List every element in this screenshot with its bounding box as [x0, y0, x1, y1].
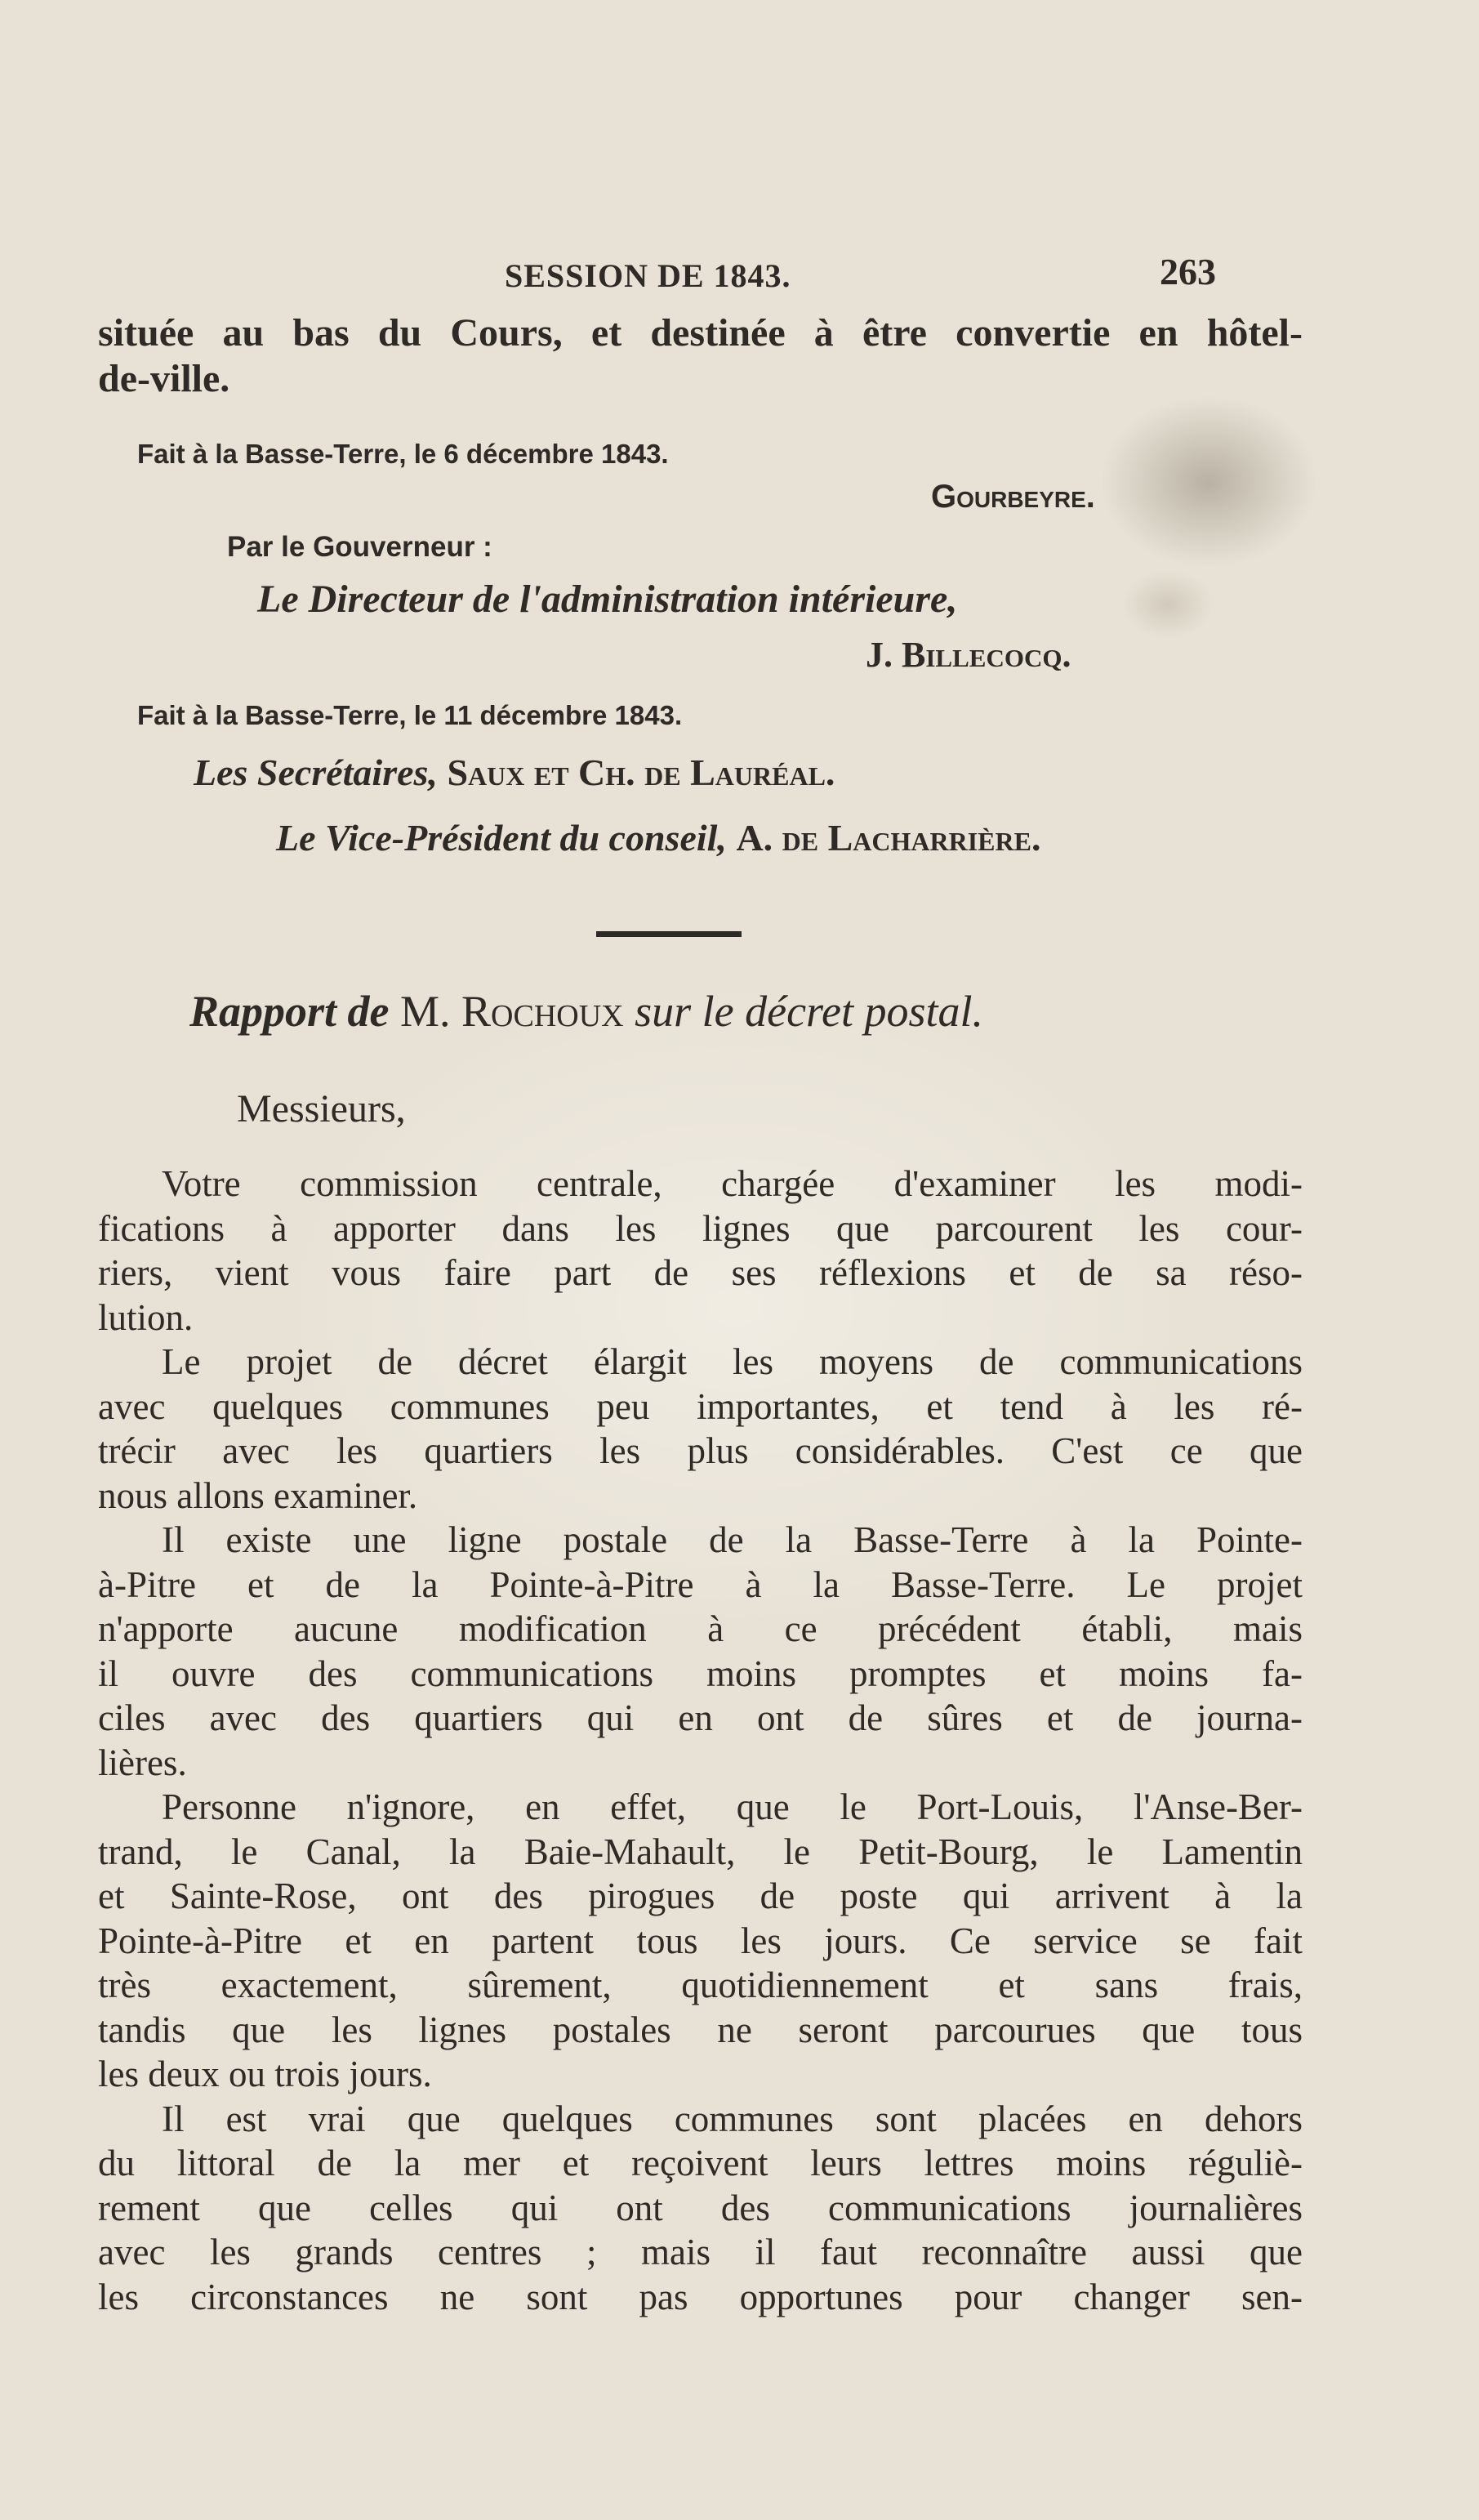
body-line: rement que celles qui ont des communications journalières	[98, 2187, 1303, 2228]
body-line: Pointe-à-Pitre et en partent tous les jours. Ce service se fait	[98, 1920, 1303, 1961]
body-line: il ouvre des communications moins promptes et moins fa-	[98, 1652, 1303, 1694]
director-title: Le Directeur de l'administration intérieure,	[257, 578, 958, 621]
body-line: ciles avec des quartiers qui en ont de sûres et de journa-	[98, 1697, 1303, 1738]
report-title	[189, 988, 1394, 1034]
body-line: trand, le Canal, la Baie-Mahault, le Petit-Bourg, le Lamentin	[98, 1831, 1303, 1872]
dated-line-1: Fait à la Basse-Terre, le 6 décembre 1843.	[137, 439, 669, 469]
vice-president-name: A. de Lacharrière.	[736, 817, 1041, 859]
body-line: Il existe une ligne postale de la Basse-Terre à la Pointe-	[162, 1519, 1303, 1560]
body-line: lières.	[98, 1742, 187, 1783]
body-line: et Sainte-Rose, ont des pirogues de poste qui arrivent à la	[98, 1876, 1303, 1916]
signature-gourbeyre: Gourbeyre.	[931, 479, 1095, 515]
body-line: les deux ou trois jours.	[98, 2054, 432, 2094]
body-line: avec les grands centres ; mais il faut reconnaître aussi que	[98, 2232, 1303, 2272]
body-line: riers, vient vous faire part de ses réflexions et de sa réso-	[98, 1252, 1303, 1293]
decree-end	[98, 310, 1303, 402]
page-header	[0, 250, 1479, 299]
body-line: avec quelques communes peu importantes, et tend à les ré-	[98, 1385, 1303, 1427]
secretaries-line	[194, 750, 1398, 796]
page-number: 263	[1160, 251, 1216, 292]
report-title-subject: sur le décret postal.	[635, 987, 984, 1036]
body-line: Personne n'ignore, en effet, que le Port-Louis, l'Anse-Ber-	[162, 1786, 1303, 1827]
report-title-author: M. Rochoux	[400, 987, 624, 1036]
report-body	[98, 1162, 1303, 2319]
vice-president-label: Le Vice-Président du conseil,	[276, 817, 727, 859]
dated-line-2: Fait à la Basse-Terre, le 11 décembre 1843.	[137, 700, 683, 730]
body-line: du littoral de la mer et reçoivent leurs lettres moins réguliè-	[98, 2143, 1303, 2183]
salutation: Messieurs,	[237, 1087, 406, 1131]
body-line: n'apporte aucune modification à ce précédent établi, mais	[98, 1608, 1303, 1649]
decree-line: située au bas du Cours, et destinée à être convertie en hôtel-	[98, 311, 1303, 355]
body-line: lution.	[98, 1296, 194, 1338]
body-line: les circonstances ne sont pas opportunes pour changer sen-	[98, 2276, 1303, 2317]
body-line: trécir avec les quartiers les plus considérables. C'est ce que	[98, 1430, 1303, 1471]
report-title-prefix: Rapport de	[189, 987, 390, 1036]
body-line: tandis que les lignes postales ne seront parcourues que tous	[98, 2009, 1303, 2050]
decree-line: de-ville.	[98, 357, 230, 400]
director-name: J. Billecocq.	[866, 635, 1071, 675]
vice-president-line	[276, 815, 1479, 861]
secretaries-names: Saux et Ch. de Lauréal.	[447, 752, 835, 793]
body-line: Votre commission centrale, chargée d'examiner les modi-	[162, 1163, 1303, 1204]
section-rule	[596, 931, 742, 937]
body-line: nous allons examiner.	[98, 1474, 418, 1516]
body-line: Le projet de décret élargit les moyens de communications	[162, 1341, 1303, 1382]
running-head: SESSION DE 1843.	[505, 257, 791, 294]
secretaries-label: Les Secrétaires,	[194, 752, 438, 793]
body-line: fications à apporter dans les lignes que parcourent les cour-	[98, 1207, 1303, 1249]
body-line: à-Pitre et de la Pointe-à-Pitre à la Basse-Terre. Le projet	[98, 1563, 1303, 1605]
body-line: Il est vrai que quelques communes sont placées en dehors	[162, 2098, 1303, 2139]
body-line: très exactement, sûrement, quotidiennement et sans frais,	[98, 1965, 1303, 2005]
by-governor: Par le Gouverneur :	[227, 531, 492, 563]
